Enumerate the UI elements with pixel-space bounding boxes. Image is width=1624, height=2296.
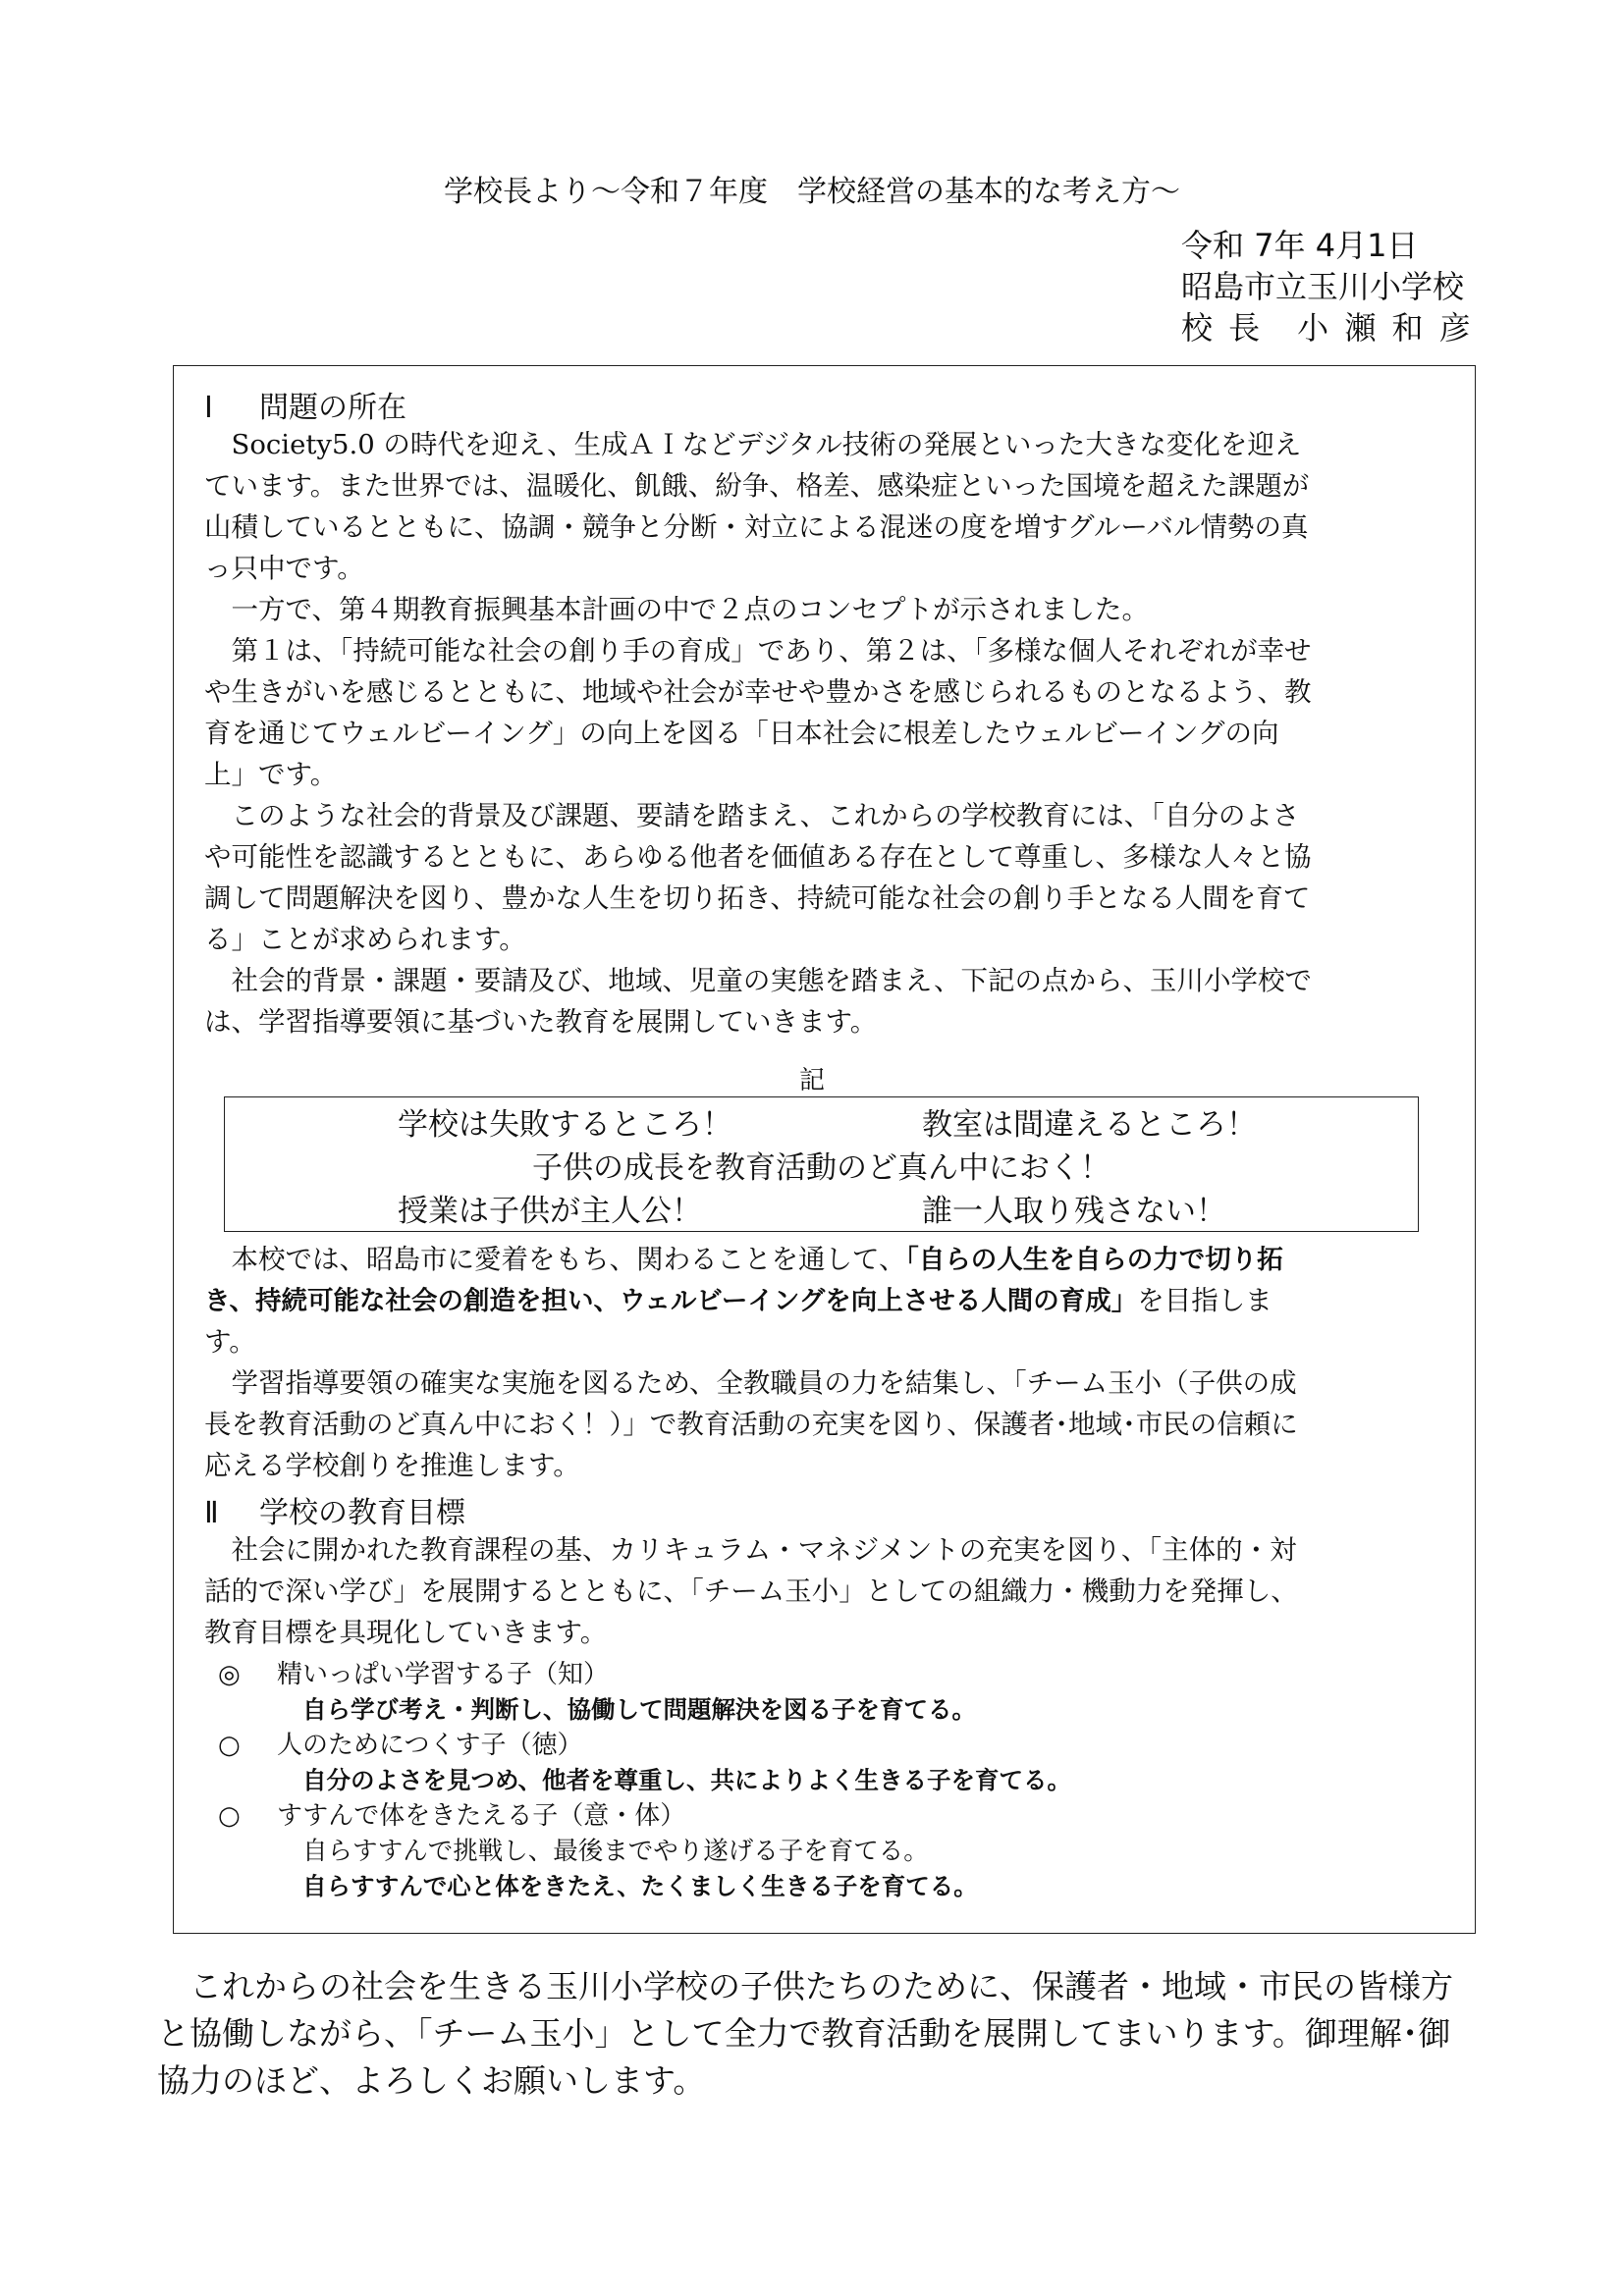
section-1-body	[204, 424, 1471, 1042]
goal-description: 自分のよさを見つめ、他者を尊重し、共によりよく生きる子を育てる。	[302, 1766, 1072, 1794]
goal-description-plain: 自らすすんで挑戦し、最後までやり遂げる子を育てる。	[302, 1837, 929, 1866]
goal-title: 人のためにつくす子（徳）	[277, 1731, 583, 1760]
body-line: 山積しているとともに、協調・競争と分断・対立による混迷の度を増すグルーバル情勢の真	[204, 511, 1309, 543]
body-line: ています。また世界では、温暖化、飢餓、紛争、格差、感染症といった国境を超えた課題が	[204, 470, 1310, 502]
school-name: 昭島市立玉川小学校	[1181, 268, 1465, 305]
goal-item	[218, 1798, 1465, 1834]
vision-emphasis: き、持続可能な社会の創造を担い、ウェルビーイングを向上させる人間の育成」	[204, 1286, 1138, 1316]
body-line: 社会的背景・課題・要請及び、地域、児童の実態を踏まえ、下記の点から、玉川小学校で	[204, 965, 1313, 996]
issue-date: 令和 7年 4月1日	[1181, 227, 1419, 264]
slogan-row-2	[225, 1143, 1418, 1186]
body-line	[204, 1239, 1471, 1280]
slogan-row-1	[225, 1099, 1418, 1143]
body-line: 教育目標を具現化していきます。	[204, 1617, 608, 1648]
body-line: る」ことが求められます。	[204, 924, 526, 955]
ki-marker: 記	[798, 1066, 825, 1095]
body-text: を目指しま	[1137, 1285, 1272, 1316]
body-line: 一方で、第４期教育振興基本計画の中で２点のコンセプトが示されました。	[204, 594, 1149, 625]
slogan-no-one-left: 誰一人取り残さない！	[922, 1194, 1226, 1229]
education-goals-list	[218, 1657, 1465, 1904]
slogan-failure: 学校は失敗するところ！	[398, 1107, 732, 1143]
body-line: や生きがいを感じるとともに、地域や社会が幸せや豊かさを感じられるものとなるよう、教	[204, 676, 1312, 708]
body-text: 本校では、昭島市に愛着をもち、関わることを通して、	[204, 1244, 906, 1275]
body-line: 上」です。	[204, 759, 338, 790]
body-line: 第１は、「持続可能な社会の創り手の育成」であり、第２は、「多様な個人それぞれが幸せ	[204, 635, 1312, 667]
section-2-heading	[204, 1488, 465, 1531]
school-vision-body	[204, 1239, 1471, 1486]
closing-line: これからの社会を生きる玉川小学校の子供たちのために、保護者・地域・市民の皆様方	[157, 1967, 1453, 2005]
principal-name: 校 長 小 瀬 和 彦	[1181, 309, 1474, 347]
section-1-number: Ⅰ	[204, 391, 213, 425]
body-line: や可能性を認識するとともに、あらゆる他者を価値ある存在として尊重し、多様な人々と協	[204, 841, 1312, 873]
goal-mark: ◎	[218, 1660, 241, 1689]
slogan-mistakes: 教室は間違えるところ！	[922, 1107, 1257, 1143]
body-line: 学習指導要領の確実な実施を図るため、全教職員の力を結集し、「チーム玉小（子供の成	[204, 1367, 1297, 1399]
section-2-number: Ⅱ	[204, 1496, 219, 1530]
body-line: 応える学校創りを推進します。	[204, 1450, 580, 1481]
slogan-child-protagonist: 授業は子供が主人公！	[398, 1194, 702, 1229]
goal-item	[218, 1657, 1465, 1692]
body-line	[204, 1280, 1471, 1321]
slogan-child-growth: 子供の成長を教育活動のど真ん中におく！	[532, 1150, 1110, 1186]
body-line: す。	[204, 1326, 256, 1358]
vision-emphasis: 「自らの人生を自らの力で切り拓	[905, 1245, 1283, 1275]
body-line: Society5.0 の時代を迎え、生成ＡＩなどデジタル技術の発展といった大きな変化を迎え	[204, 429, 1302, 460]
section-2-title: 学校の教育目標	[259, 1496, 465, 1530]
slogan-box	[224, 1096, 1419, 1232]
goal-description: 自ら学び考え・判断し、協働して問題解決を図る子を育てる。	[302, 1695, 976, 1724]
closing-message	[157, 1963, 1492, 2105]
body-line: 長を教育活動のど真ん中におく！）」で教育活動の充実を図り、保護者･地域･市民の信頼に	[204, 1409, 1298, 1440]
body-line: は、学習指導要領に基づいた教育を展開していきます。	[204, 1006, 878, 1038]
body-line: 社会に開かれた教育課程の基、カリキュラム・マネジメントの充実を図り、「主体的・対	[204, 1534, 1297, 1566]
goal-description: 自らすすんで心と体をきたえ、たくましく生きる子を育てる。	[302, 1872, 978, 1900]
closing-line: 協力のほど、よろしくお願いします。	[157, 2061, 706, 2100]
body-line: このような社会的背景及び課題、要請を踏まえ、これからの学校教育には、「自分のよさ	[204, 800, 1300, 831]
closing-line: と協働しながら、「チーム玉小」として全力で教育活動を展開してまいります。御理解･御	[157, 2014, 1451, 2053]
section-1-title: 問題の所在	[259, 391, 406, 425]
goal-mark: ○	[218, 1731, 241, 1760]
slogan-row-3	[225, 1186, 1418, 1229]
goal-item	[218, 1728, 1465, 1763]
goal-title: すすんで体をきたえる子（意・体）	[277, 1801, 686, 1831]
body-line: っ只中です。	[204, 553, 364, 584]
section-1-heading	[204, 383, 406, 426]
body-line: 育を通じてウェルビーイング」の向上を図る「日本社会に根差したウェルビーイングの向	[204, 718, 1279, 749]
body-line: 話的で深い学び」を展開するとともに、「チーム玉小」としての組織力・機動力を発揮し、	[204, 1575, 1298, 1607]
body-line: 調して問題解決を図り、豊かな人生を切り拓き、持続可能な社会の創り手となる人間を育て	[204, 882, 1311, 914]
goal-mark: ○	[218, 1801, 241, 1831]
section-2-body	[204, 1529, 1471, 1653]
page-title: 学校長より〜令和７年度 学校経営の基本的な考え方〜	[444, 175, 1180, 209]
goal-title: 精いっぱい学習する子（知）	[277, 1660, 610, 1689]
